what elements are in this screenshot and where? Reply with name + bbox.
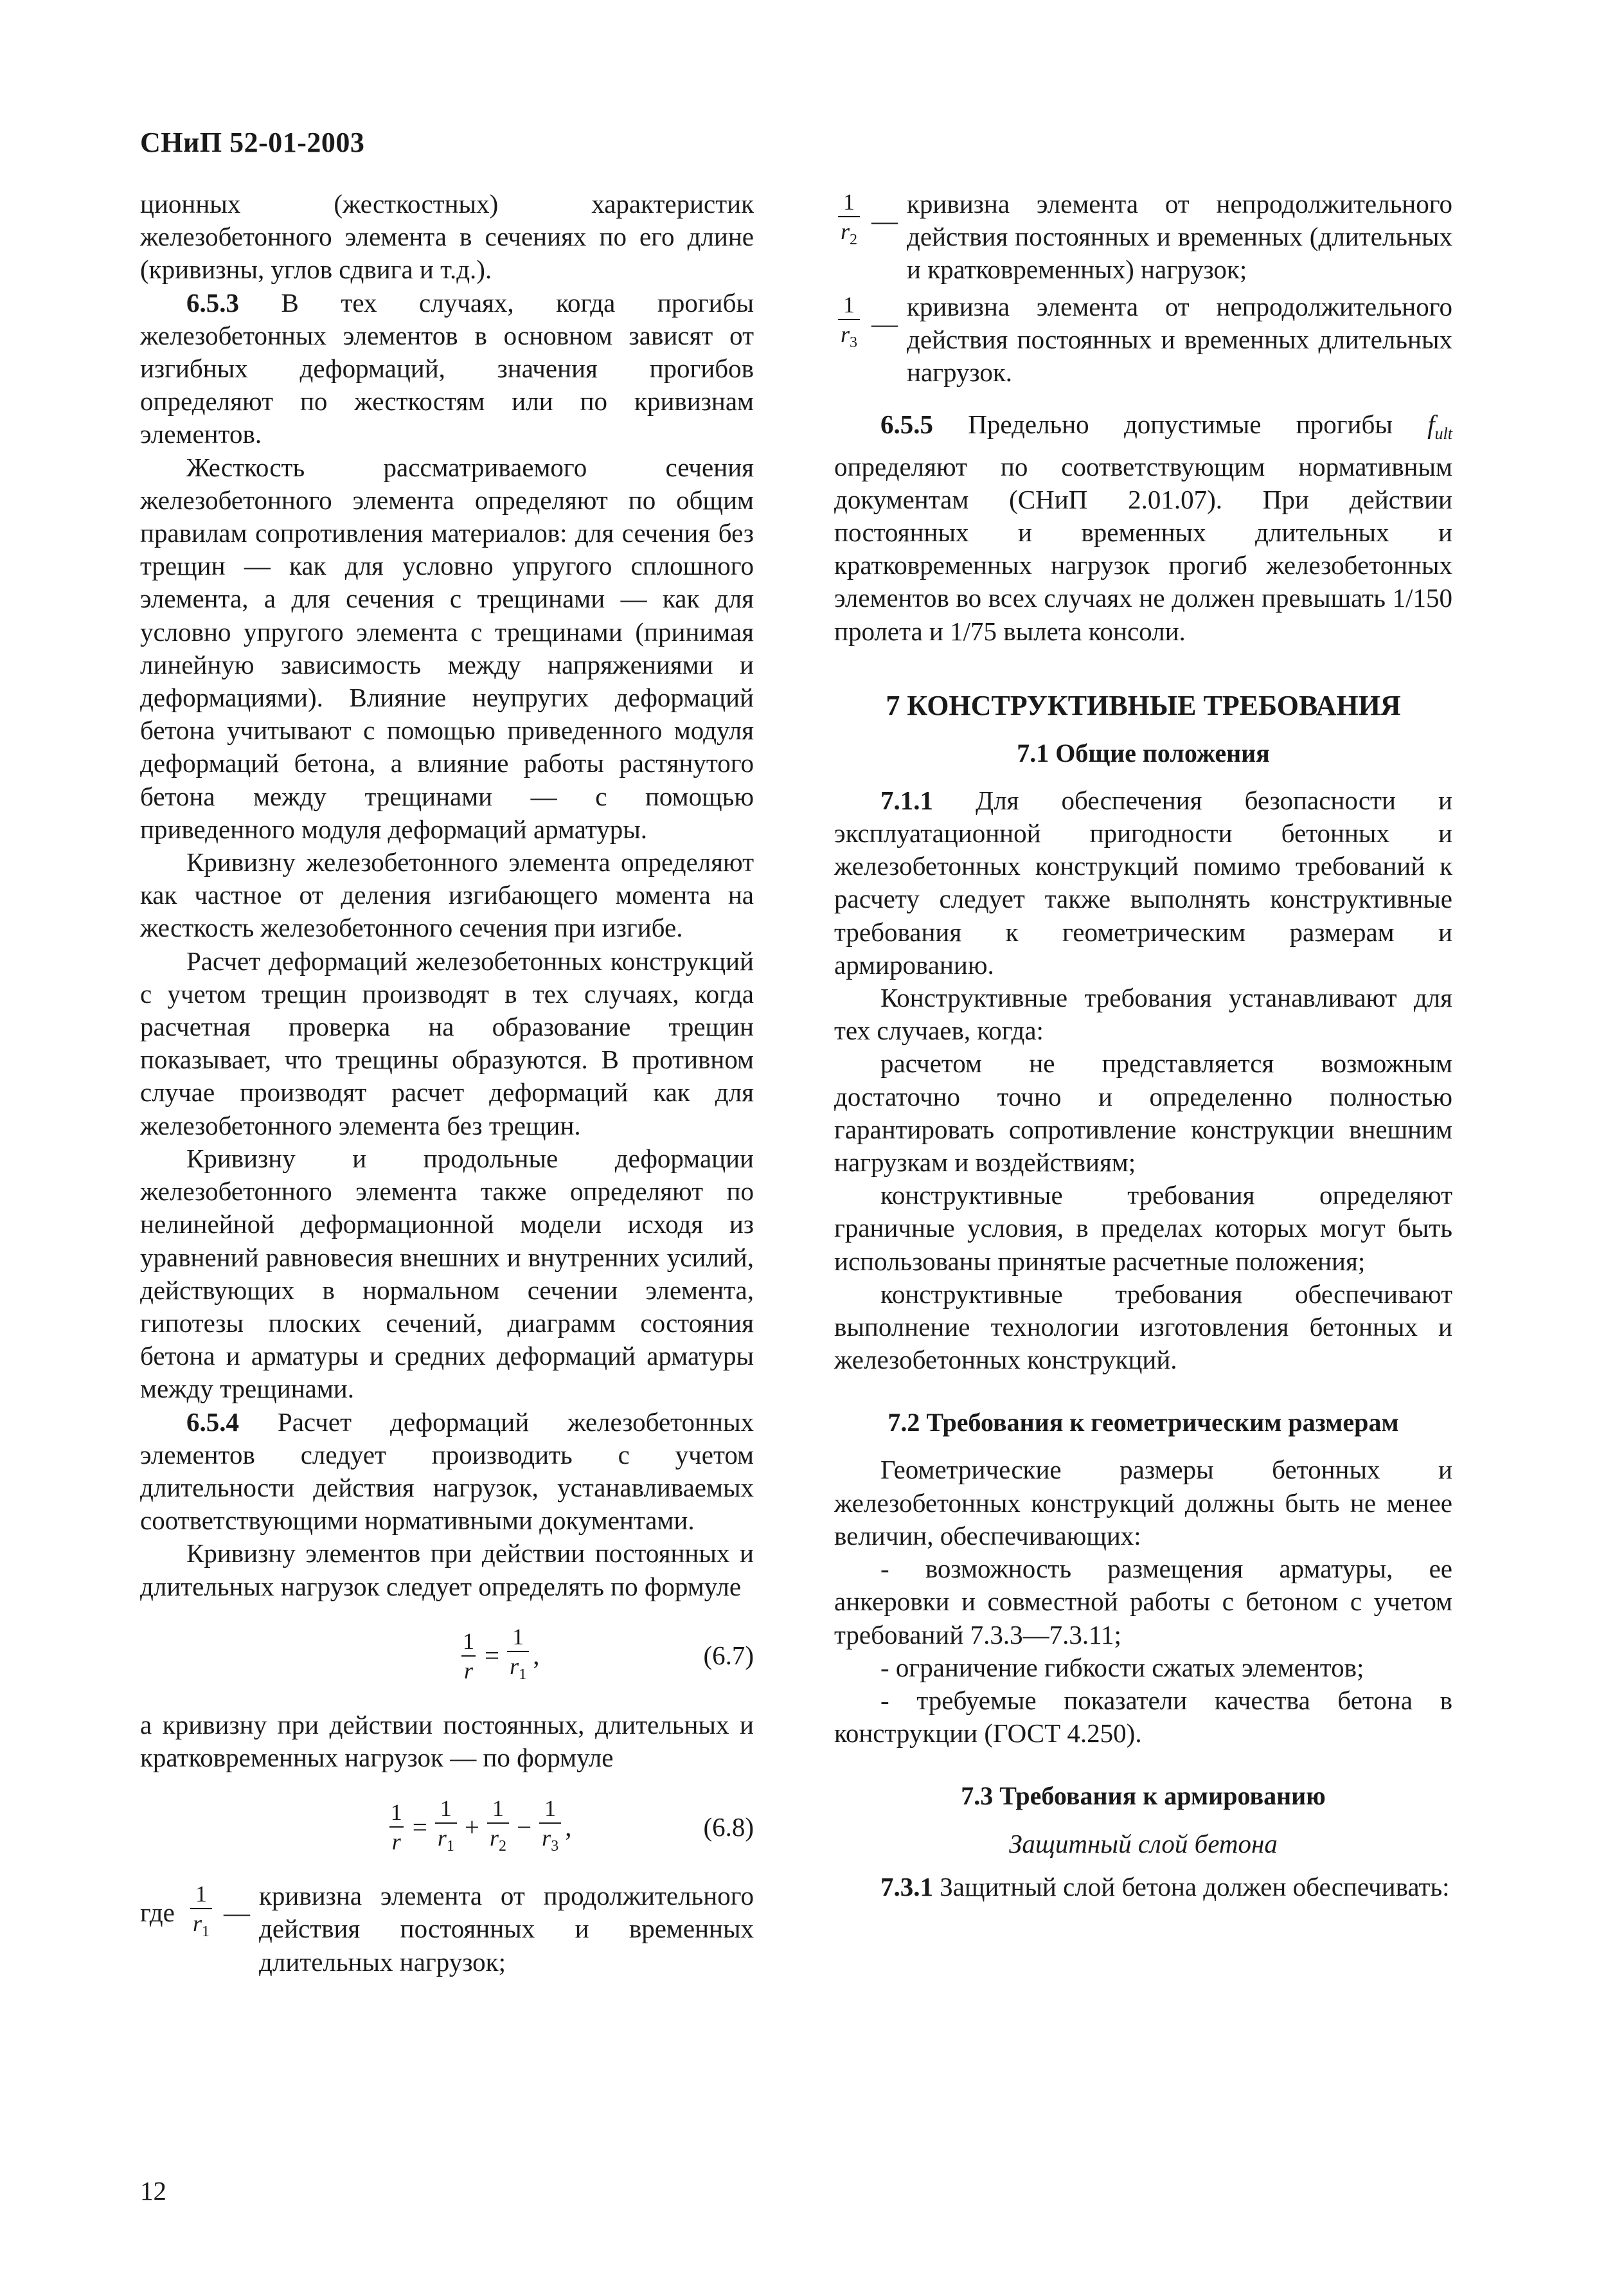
subsection-heading-7-2: 7.2 Требования к геометрическим размерам <box>888 1408 1399 1437</box>
list-item: - требуемые показатели качества бетона в конструкции (ГОСТ 4.250). <box>834 1685 1452 1749</box>
equals-sign: = <box>412 1812 427 1842</box>
paragraph: Жесткость рассматриваемого сечения железобетонного элемента определяют по общим правилам сопротивления материалов: для сечения без трещин — как для условно упругого сплошного элемента, а для сечения с трещинами — как для условно упругого элемента с трещинами (принимая линейную зависимость между напряжениями и деформациями). Влияние неупругих деформаций бетона учитывают с помощью приведенного модуля деформаций бетона, а влияние работы растянутого бетона между трещинами — с помощью приведенного модуля деформаций арматуры. <box>140 452 754 844</box>
case-item: конструктивные требования определяют граничные условия, в пределах которых могут быть использованы принятые расчетные положения; <box>834 1180 1452 1276</box>
formula-comma: , <box>533 1641 540 1671</box>
fraction-1-over-r3: $\frac{1}{r_3}$ <box>838 291 860 357</box>
case-item: расчетом не представляется возможным достаточно точно и определенно полностью гарантировать сопротивление конструкции внешним нагрузкам и воздействиям; <box>834 1048 1452 1178</box>
fraction-1-over-r2: $\frac{1}{r_2}$ <box>487 1794 509 1860</box>
clause-number: 6.5.5 <box>880 409 933 440</box>
definition-dash: — <box>871 205 898 235</box>
document-header: СНиП 52-01-2003 <box>140 127 365 158</box>
paragraph-text: В тех случаях, когда прогибы железобетонных элементов в основном зависят от изгибных деформаций, значения прогибов определяют по жесткостям или по кривизнам элементов. <box>140 287 754 449</box>
subheading-protective-layer: Защитный слой бетона <box>1009 1829 1278 1859</box>
section-heading-7: 7 КОНСТРУКТИВНЫЕ ТРЕБОВАНИЯ <box>886 689 1401 721</box>
definition-r3 <box>834 291 1452 390</box>
page-number: 12 <box>140 2176 166 2206</box>
paragraph: Геометрические размеры бетонных и железобетонных конструкций должны быть не менее величин, обеспечивающих: <box>834 1455 1452 1551</box>
definition-r2 <box>834 188 1452 287</box>
paragraph: ционных (жесткостных) характеристик железобетонного элемента в сечениях по его длине (кривизны, углов сдвига и т.д.). <box>140 189 754 285</box>
formula-6-7 <box>140 1612 754 1700</box>
definition-text: кривизна элемента от непродолжительного действия постоянных и временных (длительных и кратковременных) нагрузок; <box>907 189 1452 285</box>
equation-number: (6.8) <box>703 1812 754 1842</box>
definition-r1 <box>140 1880 754 1979</box>
paragraph: Кривизну железобетонного элемента определяют как частное от деления изгибающего момента на жесткость железобетонного сечения при изгибе. <box>140 847 754 943</box>
definition-dash: — <box>871 308 898 338</box>
fraction-1-over-r1: $\frac{1}{r_1}$ <box>435 1794 457 1860</box>
paragraph-7-3-1: 7.3.1 Защитный слой бетона должен обеспечивать: <box>880 1872 1450 1902</box>
paragraph: Конструктивные требования устанавливают для тех случаев, когда: <box>834 983 1452 1046</box>
equation-number: (6.7) <box>703 1641 754 1671</box>
minus-sign: − <box>517 1812 532 1842</box>
paragraph-6-5-5: 6.5.5 Предельно допустимые прогибы $f_{ult}$ определяют по соответствующим нормативным документам (СНиП 2.01.07). При действии постоянных и временных длительных и кратковременных нагрузок прогиб железобетонных элементов во всех случаях не должен превышать 1/150 пролета и 1/75 вылета консоли. <box>834 409 1452 646</box>
fraction-1-over-r: $\frac{1}{r}$ <box>388 1798 405 1856</box>
fraction-1-over-r3: $\frac{1}{r_3}$ <box>539 1794 561 1860</box>
equals-sign: = <box>485 1641 500 1671</box>
fraction-1-over-r1: $\frac{1}{r_1}$ <box>190 1880 212 1946</box>
paragraph: Кривизну элементов при действии постоянных и длительных нагрузок следует определять по формуле <box>140 1538 754 1601</box>
fraction-1-over-r1: $\frac{1}{r_1}$ <box>507 1623 529 1689</box>
clause-number: 7.1.1 <box>880 785 933 815</box>
subsection-heading-7-1: 7.1 Общие положения <box>1017 738 1270 768</box>
clause-number: 6.5.3 <box>186 287 239 318</box>
clause-number: 6.5.4 <box>186 1407 239 1437</box>
definition-text: кривизна элемента от продолжительного действия постоянных и временных длительных нагрузок; <box>259 1881 754 1977</box>
paragraph-text: Расчет деформаций железобетонных элементов следует производить с учетом длительности действия нагрузок, устанавливаемых соответствующими нормативными документами. <box>140 1407 754 1536</box>
formula-6-8 <box>140 1783 754 1871</box>
subsection-heading-7-3: 7.3 Требования к армированию <box>961 1781 1326 1811</box>
paragraph: Расчет деформаций железобетонных конструкций с учетом трещин производят в тех случаях, когда расчетная проверка на образование трещин показывает, что трещины образуются. В противном случае производят расчет деформаций как для железобетонного элемента без трещин. <box>140 946 754 1140</box>
left-column <box>140 188 754 1979</box>
list-item: - ограничение гибкости сжатых элементов; <box>880 1652 1364 1682</box>
definition-dash: — <box>224 1898 251 1928</box>
fraction-1-over-r2: $\frac{1}{r_2}$ <box>838 188 860 254</box>
fraction-1-over-r: $\frac{1}{r}$ <box>460 1627 477 1685</box>
list-item: - возможность размещения арматуры, ее анкеровки и совместной работы с бетоном с учетом требований 7.3.3—7.3.11; <box>834 1554 1452 1650</box>
paragraph: Кривизну и продольные деформации железобетонного элемента также определяют по нелинейной деформационной модели исходя из уравнений равновесия внешних и внутренних усилий, действующих в нормальном сечении элемента, гипотезы плоских сечений, диаграмм состояния бетона и арматуры и средних деформаций арматуры между трещинами. <box>140 1143 754 1404</box>
paragraph: а кривизну при действии постоянных, длительных и кратковременных нагрузок — по формуле <box>140 1709 754 1772</box>
where-label: где <box>140 1898 175 1928</box>
paragraph-6-5-4 <box>140 1406 754 1538</box>
right-column <box>834 188 1452 1904</box>
case-item: конструктивные требования обеспечивают выполнение технологии изготовления бетонных и железобетонных конструкций. <box>834 1279 1452 1375</box>
formula-comma: , <box>565 1812 572 1842</box>
paragraph-7-1-1: 7.1.1 Для обеспечения безопасности и эксплуатационной пригодности бетонных и железобетонных конструкций помимо требований к расчету следует также выполнять конструктивные требования к геометрическим размерам и армированию. <box>834 785 1452 980</box>
plus-sign: + <box>464 1812 480 1842</box>
clause-number: 7.3.1 <box>880 1872 933 1902</box>
definition-text: кривизна элемента от непродолжительного действия постоянных и временных длительных нагрузок. <box>907 291 1452 388</box>
formula-expression <box>456 1623 539 1689</box>
paragraph-6-5-3 <box>140 287 754 451</box>
formula-expression <box>384 1794 572 1860</box>
